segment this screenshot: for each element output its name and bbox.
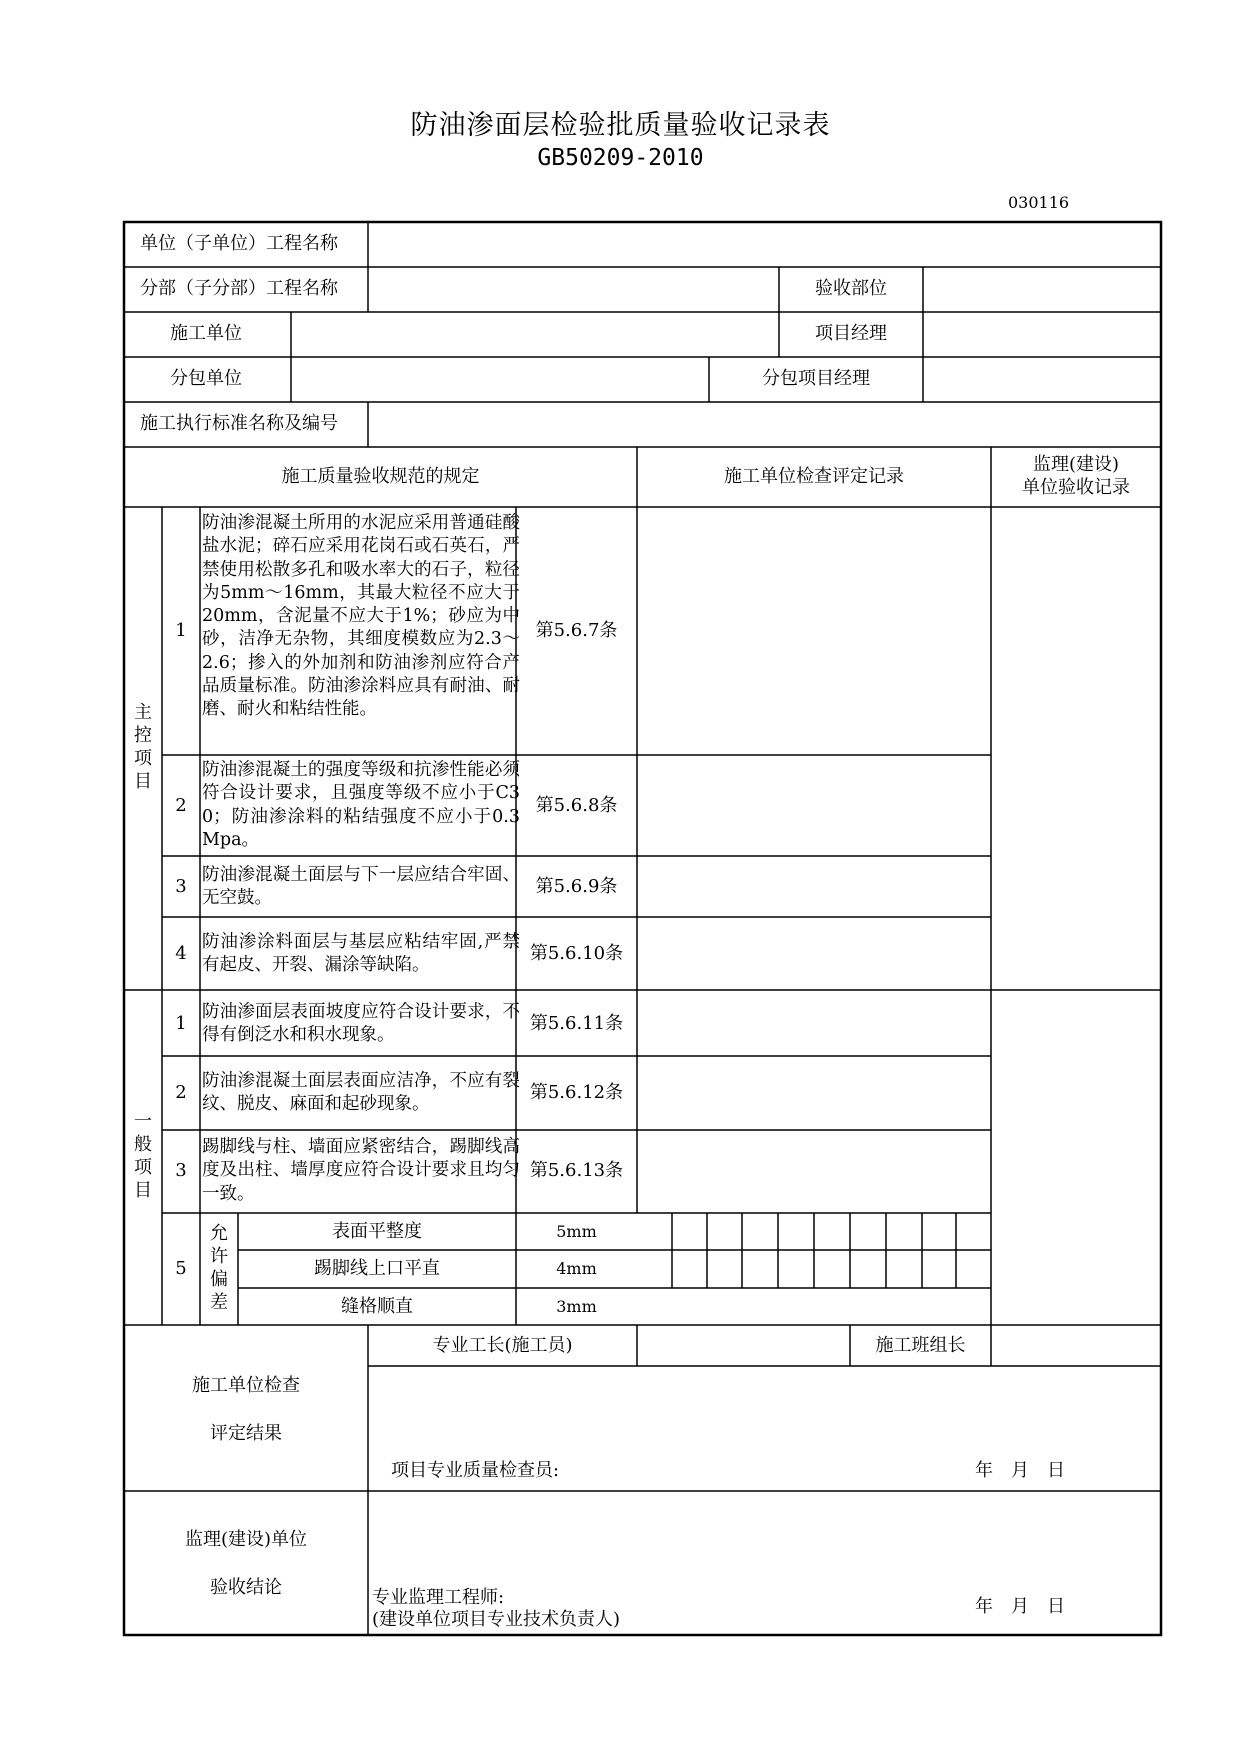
tolerance-item-3-name: 缝格顺直 [341, 1296, 413, 1317]
unit-project-label: 单位（子单位）工程名称 [140, 233, 338, 254]
acceptance-part-label: 验收部位 [815, 278, 887, 299]
contractor-assessment-label-line1: 施工单位检查 [192, 1375, 300, 1396]
main-item-2-no: 2 [175, 795, 187, 816]
tolerance-no: 5 [175, 1258, 187, 1279]
general-items-group-label: 一般项目 [134, 1111, 152, 1201]
general-item-2-clause: 第5.6.12条 [529, 1082, 624, 1103]
main-item-2-text: 防油渗混凝土的强度等级和抗渗性能必须符合设计要求，且强度等级不应小于C30；防油渗涂料的粘结强度不应小于0.3Mpa。 [202, 760, 520, 850]
main-item-1-clause: 第5.6.7条 [535, 620, 618, 641]
form-code: 030116 [1008, 193, 1070, 212]
main-item-2-clause: 第5.6.8条 [535, 795, 618, 816]
general-item-3-clause: 第5.6.13条 [529, 1160, 624, 1181]
quality-inspector-label: 项目专业质量检查员: [391, 1460, 560, 1481]
tolerance-item-3-value: 3mm [556, 1297, 597, 1316]
team-leader-label: 施工班组长 [875, 1335, 966, 1356]
project-manager-label: 项目经理 [815, 323, 887, 344]
general-item-1-clause: 第5.6.11条 [529, 1013, 624, 1034]
standard-label: 施工执行标准名称及编号 [140, 413, 338, 434]
main-item-3-text: 防油渗混凝土面层与下一层应结合牢固、无空鼓。 [202, 865, 520, 909]
foreman-label: 专业工长(施工员) [432, 1335, 573, 1356]
general-item-3-no: 3 [175, 1160, 187, 1181]
main-item-1-no: 1 [175, 620, 187, 641]
column-supervisor-line1: 监理(建设) [1032, 454, 1120, 475]
main-item-3-clause: 第5.6.9条 [535, 876, 618, 897]
general-item-1-text: 防油渗面层表面坡度应符合设计要求，不得有倒泛水和积水现象。 [202, 1002, 520, 1046]
sub-project-label: 分部（子分部）工程名称 [140, 278, 338, 299]
main-item-1-text: 防油渗混凝土所用的水泥应采用普通硅酸盐水泥；碎石应采用花岗石或石英石，严禁使用松散多孔和吸水率大的石子，粒径为5mm～16mm，其最大粒径不应大于20mm，含泥量不应大于1%；砂应为中砂，洁净无杂物，其细度模数应为2.3～2.6；掺入的外加剂和防油渗剂应符合产品质量标准。防油渗涂料应具有耐油、耐磨、耐火和粘结性能。 [202, 513, 520, 720]
construction-unit-label: 施工单位 [170, 323, 242, 344]
supervisor-date: 年 月 日 [975, 1596, 1065, 1617]
sub-manager-label: 分包项目经理 [762, 368, 870, 389]
tolerance-item-2-name: 踢脚线上口平直 [314, 1258, 440, 1279]
tolerance-item-1-value: 5mm [556, 1222, 597, 1241]
general-item-2-text: 防油渗混凝土面层表面应洁净，不应有裂纹、脱皮、麻面和起砂现象。 [202, 1071, 520, 1115]
tolerance-item-2-value: 4mm [556, 1259, 597, 1278]
general-item-1-no: 1 [175, 1013, 187, 1034]
supervising-engineer-label: 专业监理工程师: [372, 1587, 505, 1608]
main-items-group-label: 主控项目 [134, 702, 152, 792]
main-item-3-no: 3 [175, 876, 187, 897]
contractor-assessment-label-line2: 评定结果 [210, 1423, 282, 1444]
general-item-2-no: 2 [175, 1082, 187, 1103]
tolerance-label: 允许偏差 [210, 1223, 228, 1313]
supervisor-conclusion-label-line1: 监理(建设)单位 [184, 1529, 308, 1550]
standard-code: GB50209-2010 [537, 145, 704, 171]
form-title: 防油渗面层检验批质量验收记录表 [410, 110, 831, 141]
column-record: 施工单位检查评定记录 [724, 466, 904, 487]
tolerance-item-1-name: 表面平整度 [332, 1221, 422, 1242]
subcontractor-label: 分包单位 [170, 368, 242, 389]
main-item-4-text: 防油渗涂料面层与基层应粘结牢固,严禁有起皮、开裂、漏涂等缺陷。 [202, 932, 520, 976]
column-supervisor-line2: 单位验收记录 [1022, 477, 1130, 498]
inspection-date: 年 月 日 [975, 1460, 1065, 1481]
main-item-4-no: 4 [175, 943, 187, 964]
column-spec: 施工质量验收规范的规定 [281, 466, 480, 487]
general-item-3-text: 踢脚线与柱、墙面应紧密结合，踢脚线高度及出柱、墙厚度应符合设计要求且均匀一致。 [202, 1137, 520, 1204]
main-item-4-clause: 第5.6.10条 [529, 943, 624, 964]
supervisor-conclusion-label-line2: 验收结论 [210, 1577, 282, 1598]
owner-technical-lead-label: (建设单位项目专业技术负责人) [372, 1609, 621, 1630]
